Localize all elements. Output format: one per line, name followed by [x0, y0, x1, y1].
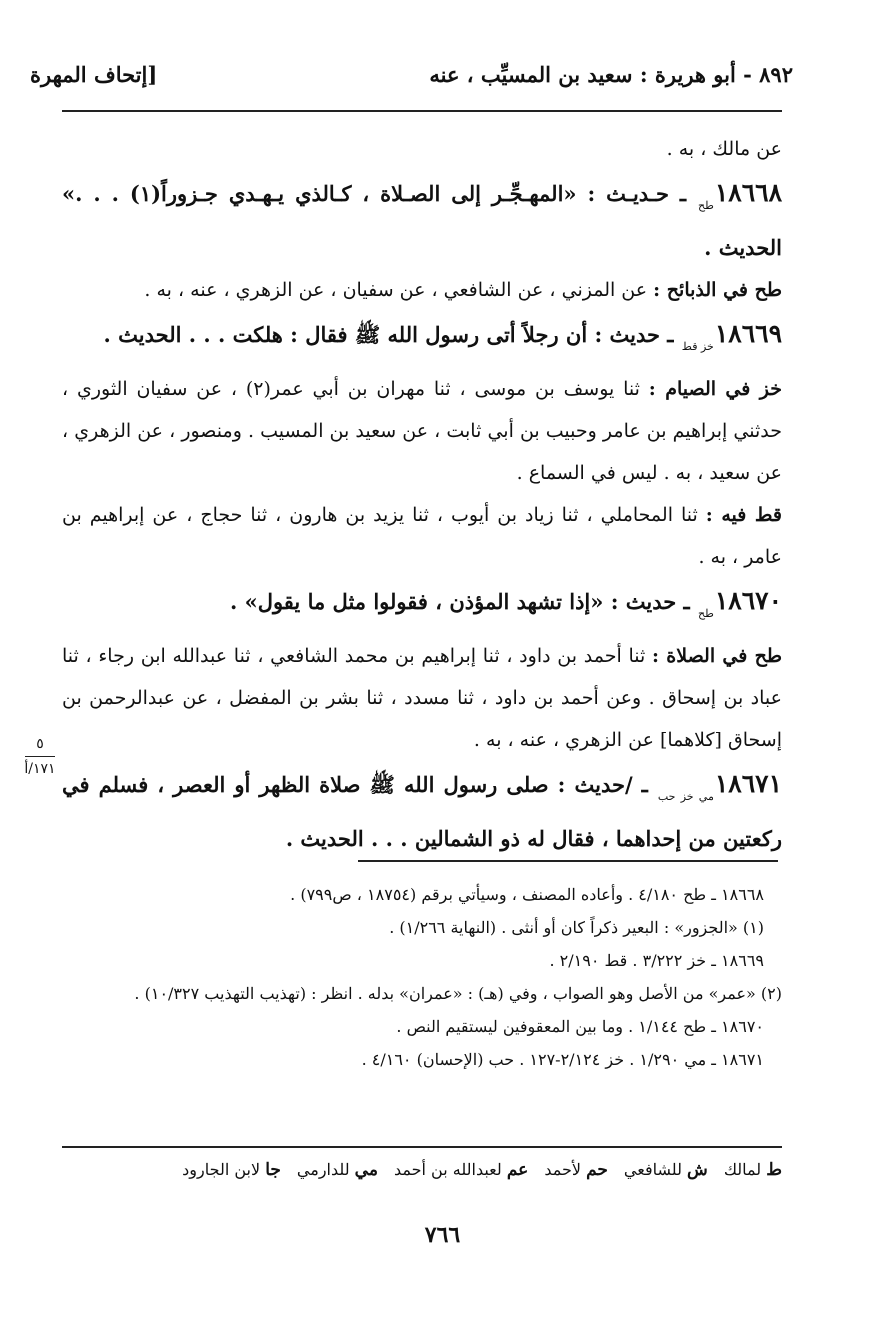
hadith-heading: [62, 313, 782, 368]
footnote: (١) «الجزور» : البعير ذكراً كان أو أنثى . (النهاية ١/٢٦٦) .: [389, 918, 764, 937]
footnotes: [62, 878, 782, 1076]
abbreviation-item: ط لمالك: [723, 1160, 782, 1180]
footnote: ١٨٦٧٠ ـ طح ١/١٤٤ . وما بين المعقوفين ليستقيم النص .: [396, 1017, 764, 1036]
abbreviation-item: ش للشافعي: [623, 1160, 708, 1180]
source-sigla: طح: [698, 199, 714, 212]
manuscript-folio-marker: [22, 734, 58, 779]
abbreviations-key: [62, 1160, 782, 1180]
main-text: [62, 128, 782, 860]
abbreviation-item: عم لعبدالله بن أحمد: [393, 1160, 529, 1180]
chain-paragraph: طح في الذبائح : عن المزني ، عن الشافعي ، عن سفيان ، عن الزهري ، عنه ، به .: [144, 279, 782, 301]
hadith-text: ـ حديث : «إذا تشهد المؤذن ، فقولوا مثل ما يقول» .: [229, 589, 697, 614]
page-number: ٧٦٦: [424, 1222, 461, 1248]
source-sigla: طح: [698, 607, 714, 620]
header-chapter-title: ٨٩٢ - أبو هريرة : سعيد بن المسيِّب ، عنه: [429, 62, 793, 87]
footnote: ١٨٦٦٨ ـ طح ٤/١٨٠ . وأعاده المصنف ، وسيأتي برقم (١٨٧٥٤ ، ص٧٩٩) .: [290, 885, 764, 904]
hadith-text: ـ حـديـث : «المهـجِّـر إلى الصـلاة ، كـالذي يـهـدي جـزوراً(١) . . .» الحديث .: [62, 181, 782, 260]
abbreviation-item: مي للدارمي: [296, 1160, 378, 1180]
hadith-text: ـ /حديث : صلى رسول الله ﷺ صلاة الظهر أو العصر ، فسلم في ركعتين من إحداهما ، فقال له ذو الشمالين . . . الحديث .: [62, 772, 782, 851]
hadith-heading: [62, 763, 782, 860]
abbreviation-item: حم لأحمد: [544, 1160, 608, 1180]
chain-paragraph: خز في الصيام : ثنا يوسف بن موسى ، ثنا مهران بن أبي عمر(٢) ، عن سفيان الثوري ، حدثني إبراهيم بن عامر وحبيب بن أبي ثابت ، عن سعيد بن المسيب . ومنصور ، عن الزهري ، عن سعيد ، به . ليس في السماع .: [62, 378, 782, 484]
abbreviations-rule: [62, 1146, 782, 1148]
hadith-number: ١٨٦٧١: [714, 769, 782, 798]
abbreviation-item: جا لابن الجارود: [182, 1160, 281, 1180]
chain-paragraph: قط فيه : ثنا المحاملي ، ثنا زياد بن أيوب ، ثنا يزيد بن هارون ، ثنا حجاج ، عن إبراهيم بن عامر ، به .: [62, 504, 782, 568]
text-line: عن مالك ، به .: [666, 138, 782, 160]
source-label: خز في الصيام :: [648, 378, 782, 400]
hadith-number: ١٨٦٦٨: [714, 178, 782, 207]
hadith-heading: [62, 172, 782, 269]
hadith-text: ـ حديث : أن رجلاً أتى رسول الله ﷺ فقال : هلكت . . . الحديث .: [103, 322, 681, 347]
footnote: ١٨٦٦٩ ـ خز ٣/٢٢٢ . قط ٢/١٩٠ .: [549, 951, 764, 970]
hadith-heading: [62, 580, 782, 635]
footnote: (٢) «عمر» من الأصل وهو الصواب ، وفي (هـ) : «عمران» بدله . انظر : (تهذيب التهذيب ١٠/٣٢٧) .: [134, 984, 782, 1003]
header-book-title: [إتحاف المهرة: [30, 62, 158, 87]
source-sigla: خز قط: [681, 340, 714, 353]
header-rule: [62, 110, 782, 112]
source-label: طح في الصلاة :: [651, 645, 783, 667]
folio-mark: ٥: [36, 736, 44, 752]
hadith-number: ١٨٦٧٠: [714, 586, 782, 615]
folio-number: ١٧١/أ: [24, 761, 56, 777]
folio-divider: [25, 756, 55, 757]
footnote: ١٨٦٧١ ـ مي ١/٢٩٠ . خز ٢/١٢٤-١٢٧ . حب (الإحسان) ٤/١٦٠ .: [361, 1050, 764, 1069]
source-label: طح في الذبائح :: [653, 279, 782, 301]
footnote-rule: [358, 860, 778, 862]
source-label: قط فيه :: [705, 504, 782, 526]
hadith-number: ١٨٦٦٩: [714, 319, 782, 348]
source-sigla: مي خز حب: [657, 790, 714, 803]
chain-paragraph: طح في الصلاة : ثنا أحمد بن داود ، ثنا إبراهيم بن محمد الشافعي ، ثنا عبدالله ابن رجاء ، ثنا عباد بن إسحاق . وعن أحمد بن داود ، ثنا مسدد ، ثنا بشر بن المفضل ، عن عبدالرحمن بن إسحاق [كلاهما] عن الزهري ، عنه ، به .: [62, 645, 783, 751]
